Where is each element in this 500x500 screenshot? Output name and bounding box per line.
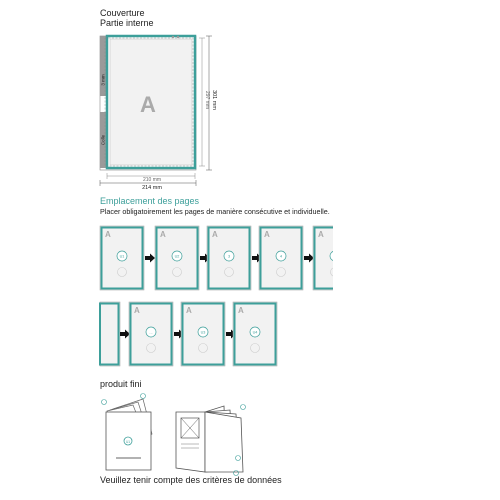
page-number-label: U3 [200, 330, 206, 335]
page-number-label: U1 [119, 254, 125, 259]
callout-book-top [241, 405, 246, 410]
page-thumbnail-r2-1 [129, 302, 173, 366]
flow-arrow-r1-0 [145, 254, 155, 263]
callout-top-left [102, 400, 107, 405]
callout-top-right [141, 394, 146, 399]
finished-note: Veuillez tenir compte des critères de données [100, 475, 282, 485]
open-book-left-page [176, 412, 205, 472]
page-letter: A [318, 230, 324, 239]
page-number-label: U2 [174, 254, 180, 259]
placement-row-2 [100, 302, 277, 366]
page-thumbnail-r2-2 [181, 302, 225, 366]
page-thumbnail-r2-partial [100, 302, 120, 366]
finished-product-left [102, 394, 153, 471]
open-book-page-d [205, 412, 243, 472]
page-letter: A [212, 230, 218, 239]
page-letter: A [134, 306, 140, 315]
finished-heading: produit fini [100, 379, 142, 389]
page-letter: A [238, 306, 244, 315]
page-number-label: 4 [279, 254, 283, 259]
cover-title: Couverture [100, 8, 145, 18]
finished-product-right [176, 405, 246, 476]
cover-spine-top-label: 3 mm [100, 74, 106, 86]
page-letter: A [264, 230, 270, 239]
placement-instruction: Placer obligatoirement les pages de manière consécutive et individuelle. [100, 207, 330, 216]
page-letter: A [160, 230, 166, 239]
page-thumbnail-r1-2 [207, 226, 251, 290]
page-number-label: U4 [252, 330, 258, 335]
page-thumbnail-r1-3 [259, 226, 303, 290]
cover-letter: A [140, 92, 156, 117]
page-number-label: ... [149, 330, 153, 335]
page-thumbnail-r1-1 [155, 226, 199, 290]
page-thumbnail-r2-3 [233, 302, 277, 366]
page-frame [100, 304, 119, 365]
inner-height-label: 297 mm [204, 90, 210, 110]
cover-diagram [100, 36, 217, 191]
page-letter: A [186, 306, 192, 315]
cover-mark-1 [172, 36, 174, 38]
page-letter: A [105, 230, 111, 239]
placement-heading: Emplacement des pages [100, 196, 200, 206]
cover-mark-2 [177, 36, 179, 38]
flow-arrow-r2-0 [120, 330, 130, 339]
cover-subtitle: Partie interne [100, 18, 154, 28]
page-number-label: 3 [227, 254, 231, 259]
flow-arrow-r1-3 [304, 254, 314, 263]
svg-text:U1: U1 [125, 439, 131, 444]
cover-spine-bottom-label: Colle [100, 134, 106, 146]
inner-width-label: 210 mm [142, 177, 162, 183]
row1-overflow-mask [333, 220, 500, 300]
page-thumbnail-r1-0 [100, 226, 144, 290]
placement-row-1 [100, 220, 500, 300]
outer-height-label: 301 mm [211, 90, 217, 110]
outer-width-label: 214 mm [142, 185, 162, 191]
